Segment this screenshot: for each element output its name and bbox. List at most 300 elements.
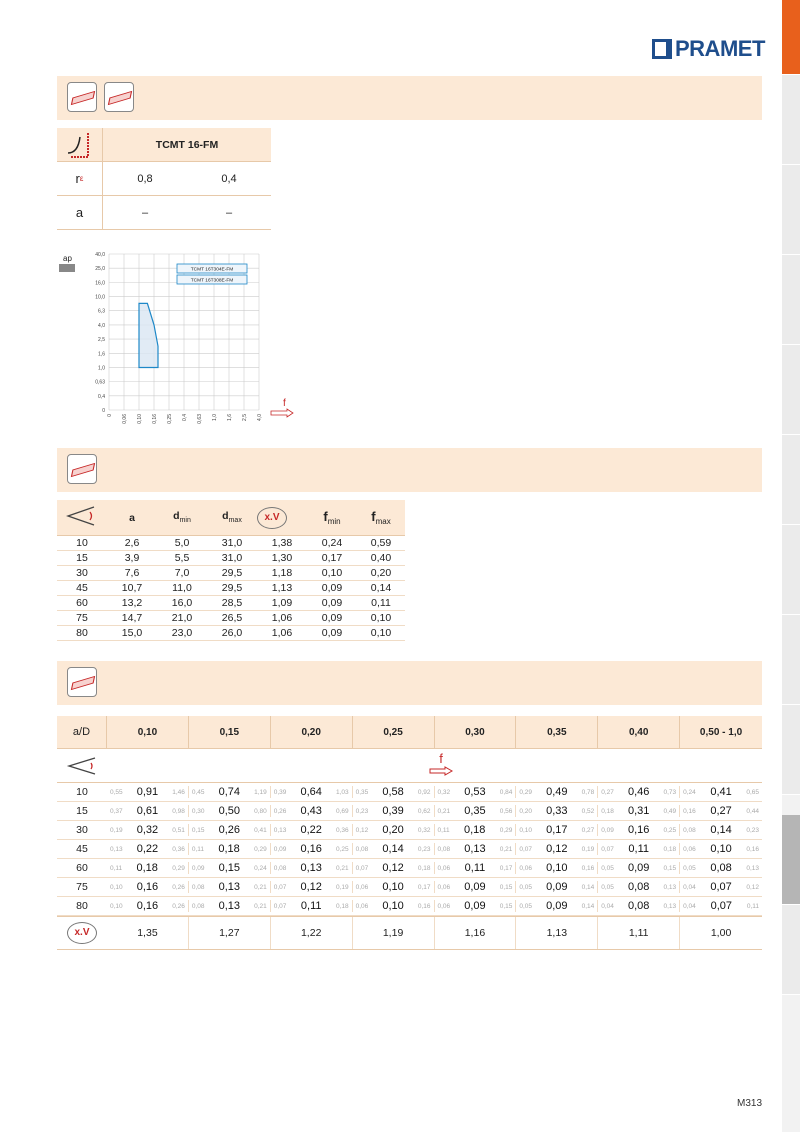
- cutting-table-cell: 1,38: [271, 537, 293, 549]
- cutting-table-cell: 7,6: [124, 567, 140, 579]
- feed-min: 0,04: [683, 883, 696, 891]
- feed-value: 0,22: [136, 843, 159, 855]
- feed-arrow-icon: [271, 409, 293, 417]
- feed-max: 0,16: [581, 864, 595, 872]
- feed-value: 0,13: [464, 843, 486, 855]
- feed-cell-group: [189, 881, 271, 893]
- feed-value: 0,14: [710, 824, 732, 836]
- section-header-cutting: [57, 448, 762, 492]
- feed-max: 0,29: [254, 845, 267, 853]
- feed-angle: 60: [76, 862, 88, 874]
- a-symbol: a: [75, 205, 84, 220]
- header-fmax: [357, 509, 405, 526]
- feed-max: 0,21: [254, 883, 267, 891]
- feed-value: 0,09: [627, 862, 650, 874]
- feed-max: 0,27: [581, 826, 595, 834]
- feed-max: 0,32: [417, 826, 431, 834]
- feed-value: 0,10: [710, 843, 732, 855]
- feed-min: 0,07: [273, 902, 287, 910]
- r-value: 0,8: [137, 172, 153, 185]
- a-value: –: [225, 206, 233, 219]
- feed-cell-group: [516, 824, 598, 836]
- feed-cell-group: [598, 862, 680, 874]
- feed-max: 0,21: [254, 902, 267, 910]
- feed-min: 0,12: [355, 826, 369, 834]
- r-value: 0,4: [221, 172, 237, 185]
- chart-legend-label: TCMT 16T304E-FM: [190, 267, 234, 273]
- feed-value: 0,49: [546, 786, 568, 798]
- feed-value: 0,43: [300, 805, 322, 817]
- section-tab-highlight[interactable]: [782, 815, 800, 905]
- feed-value: 0,22: [300, 824, 322, 836]
- section-tab[interactable]: [782, 345, 800, 435]
- feed-table-header: [57, 716, 762, 749]
- chart-svg: [57, 250, 297, 425]
- feed-min: 0,07: [355, 864, 369, 872]
- feed-value: 0,27: [710, 805, 732, 817]
- cutting-table-cell: 15: [76, 552, 88, 564]
- feed-min: 0,10: [110, 883, 123, 891]
- cutting-table-cell: 2,6: [124, 537, 140, 549]
- feed-cell-group: [435, 805, 517, 817]
- feed-max: 0,13: [663, 883, 677, 891]
- feed-cell-group: [516, 805, 598, 817]
- feed-cell-group: [107, 843, 189, 855]
- corner-radius-label: [57, 162, 103, 195]
- feed-value: 0,12: [546, 843, 568, 855]
- feed-min: 0,05: [683, 864, 696, 872]
- feed-arrow-label: [429, 751, 453, 776]
- logo-mark-icon: [652, 39, 672, 59]
- feed-cell-group: [271, 786, 353, 798]
- feed-value: 0,12: [382, 862, 404, 874]
- header-ap-label: a: [129, 511, 135, 524]
- header-d-label: d: [222, 510, 229, 523]
- cutting-table-row: [57, 626, 405, 641]
- section-tab[interactable]: [782, 615, 800, 705]
- cutting-table-row: [57, 551, 405, 566]
- approach-angle-icon: [57, 503, 107, 532]
- feed-min: 0,19: [110, 826, 123, 834]
- feed-min: 0,09: [601, 826, 614, 834]
- feed-max: 0,12: [746, 883, 759, 891]
- feed-table-row: [57, 802, 762, 821]
- chart-y-tick: 0: [102, 408, 105, 414]
- feed-value: 0,26: [218, 824, 241, 836]
- feed-value: 0,32: [136, 824, 159, 836]
- feed-max: 0,24: [254, 864, 267, 872]
- header-d-label: d: [173, 510, 180, 523]
- cutting-table-cell: 10,7: [121, 582, 143, 594]
- xv-label: x.V: [264, 511, 280, 523]
- feed-max: 0,25: [663, 826, 677, 834]
- feed-cell-group: [107, 805, 189, 817]
- feed-cell-group: [435, 900, 517, 912]
- feed-cell-group: [435, 824, 517, 836]
- header-ap: [107, 512, 157, 524]
- feed-min: 0,39: [273, 788, 287, 796]
- feed-max: 0,98: [172, 807, 185, 815]
- chart-area-series: [139, 303, 158, 367]
- feed-min: 0,05: [519, 902, 533, 910]
- arrow-right-icon: [429, 766, 453, 776]
- feed-cell-group: [107, 786, 189, 798]
- cutting-table-cell: 16,0: [171, 597, 193, 609]
- chart-x-tick: 0,10: [137, 414, 143, 424]
- feed-value: 0,11: [628, 843, 649, 855]
- cutting-table-cell: 0,11: [371, 597, 391, 609]
- section-tab[interactable]: [782, 705, 800, 795]
- feed-max: 0,49: [663, 807, 677, 815]
- cutting-table-cell: 60: [76, 597, 88, 609]
- feed-cell-group: [516, 786, 598, 798]
- section-tab[interactable]: [782, 75, 800, 165]
- feed-cell-group: [680, 843, 762, 855]
- feed-cell-group: [680, 881, 762, 893]
- xv-values: [107, 917, 762, 949]
- feed-column-header: 0,35: [516, 716, 598, 748]
- feed-value: 0,14: [382, 843, 404, 855]
- feed-angle: 80: [76, 900, 88, 912]
- feed-value: 0,18: [136, 862, 158, 874]
- feed-cell-group: [189, 805, 271, 817]
- section-tab[interactable]: [782, 165, 800, 255]
- cutting-table-cell: 0,14: [370, 582, 392, 594]
- feed-max: 1,03: [335, 788, 349, 796]
- cutting-table-cell: 0,09: [321, 582, 343, 594]
- corner-a: a: [72, 726, 80, 738]
- feed-min: 0,04: [601, 902, 614, 910]
- feed-cell-group: [189, 862, 271, 874]
- feed-cell-group: [353, 900, 435, 912]
- feed-cell-group: [680, 862, 762, 874]
- feed-cell-group: [271, 881, 353, 893]
- ap-over-d-icon: a / D: [57, 716, 107, 748]
- feed-cell-group: [353, 805, 435, 817]
- corner-d: D: [82, 726, 91, 738]
- feed-value: 0,91: [136, 786, 159, 798]
- feed-max: 0,78: [581, 788, 595, 796]
- feed-cell-group: [189, 824, 271, 836]
- xv-icon: [67, 922, 97, 944]
- cutting-table-cell: 0,59: [370, 537, 392, 549]
- feed-max: 0,21: [499, 845, 513, 853]
- feed-min: 0,08: [191, 883, 205, 891]
- feed-min: 0,27: [601, 788, 614, 796]
- chart-y-tick: 6,3: [98, 308, 105, 315]
- feed-max: 0,21: [335, 864, 349, 872]
- chart-y-tick: 16,0: [95, 280, 105, 287]
- feed-value: 0,31: [627, 805, 650, 817]
- feed-cell-group: [189, 900, 271, 912]
- feed-cell-group: [516, 900, 598, 912]
- feed-min: 0,35: [355, 788, 369, 796]
- feed-value: 0,16: [136, 900, 159, 912]
- feed-value: 0,08: [627, 881, 650, 893]
- feed-value: 0,16: [300, 843, 322, 855]
- chart-x-tick: 0: [107, 414, 113, 417]
- feed-min: 0,08: [191, 902, 205, 910]
- feed-max: 0,52: [581, 807, 595, 815]
- r-symbol: r: [75, 171, 80, 186]
- feed-max: 0,18: [335, 902, 349, 910]
- feed-cell-group: [353, 862, 435, 874]
- cutting-table-cell: 0,09: [321, 597, 343, 609]
- section-header-insert: [57, 76, 762, 120]
- feed-value: 0,64: [300, 786, 322, 798]
- chart-y-label: ap: [63, 254, 72, 263]
- feed-max: 0,36: [335, 826, 349, 834]
- feed-max: 0,26: [172, 883, 185, 891]
- feed-table-row: [57, 783, 762, 802]
- feed-min: 0,13: [273, 826, 287, 834]
- cutting-table-cell: 3,9: [124, 552, 140, 564]
- chart-y-tick: 0,63: [95, 379, 105, 386]
- chart-x-tick: 1,6: [227, 414, 233, 421]
- feed-min: 0,07: [519, 845, 533, 853]
- land-width-label: [57, 196, 103, 229]
- feed-cell-group: [598, 900, 680, 912]
- corner-radius-icon: [57, 128, 103, 161]
- section-tab[interactable]: [782, 435, 800, 525]
- section-tab-active[interactable]: [782, 0, 800, 75]
- cutting-table-cell: 1,06: [271, 627, 293, 639]
- chart-y-tick: 4,0: [98, 322, 105, 329]
- cutting-table-cell: 1,09: [271, 597, 293, 609]
- approach-angle-icon: [65, 755, 101, 780]
- insert-table-row: [57, 162, 271, 196]
- feed-min: 0,11: [437, 826, 450, 834]
- feed-angle: 45: [76, 843, 88, 855]
- feed-value: 0,09: [464, 881, 486, 893]
- feed-min: 0,09: [273, 845, 287, 853]
- header-fmin: [307, 509, 357, 526]
- feed-max: 0,25: [335, 845, 349, 853]
- feed-min: 0,10: [519, 826, 533, 834]
- feed-value: 0,61: [136, 805, 159, 817]
- feed-value: 0,41: [710, 786, 732, 798]
- feed-max: 0,19: [335, 883, 349, 891]
- feed-value: 0,50: [218, 805, 241, 817]
- feed-xv-row: [57, 916, 762, 950]
- chart-x-tick: 4,0: [257, 414, 263, 421]
- cutting-table-cell: 0,20: [370, 567, 392, 579]
- feed-cell-group: [435, 862, 517, 874]
- brand-logo: [652, 36, 765, 62]
- feed-value: 0,13: [300, 862, 322, 874]
- feed-min: 0,09: [191, 864, 205, 872]
- feed-value: 0,17: [546, 824, 568, 836]
- feed-cell-group: [435, 786, 517, 798]
- feed-max: 0,15: [499, 883, 513, 891]
- feed-min: 0,04: [683, 902, 696, 910]
- xv-value: 1,00: [710, 927, 732, 939]
- header-f-sub: min: [327, 517, 341, 527]
- feed-value: 0,39: [382, 805, 404, 817]
- cutting-table-cell: 23,0: [171, 627, 193, 639]
- feed-value: 0,58: [382, 786, 404, 798]
- feed-max: 0,14: [581, 883, 595, 891]
- section-tab[interactable]: [782, 905, 800, 995]
- section-tab[interactable]: [782, 525, 800, 615]
- feed-cell-group: [353, 843, 435, 855]
- feed-value: 0,11: [300, 900, 322, 912]
- feed-cell-group: [107, 824, 189, 836]
- cutting-table-cell: 26,0: [221, 627, 243, 639]
- cutting-table-cell: 0,09: [321, 612, 343, 624]
- feed-max: 0,51: [172, 826, 185, 834]
- feed-min: 0,23: [355, 807, 369, 815]
- cutting-table-cell: 0,10: [321, 567, 343, 579]
- ap-depth-icon: [59, 264, 75, 272]
- feed-max: 0,15: [663, 864, 677, 872]
- feed-max: 0,16: [746, 845, 759, 853]
- chart-legend-label: TCMT 16T308E-FM: [190, 278, 234, 284]
- feed-min: 0,29: [519, 788, 533, 796]
- feed-cell-group: [353, 881, 435, 893]
- feed-max: 0,29: [499, 826, 513, 834]
- feed-min: 0,06: [437, 883, 451, 891]
- header-dmin: [157, 510, 207, 524]
- cutting-table-cell: 0,24: [321, 537, 343, 549]
- cutting-table-cell: 15,0: [121, 627, 143, 639]
- feed-value: 0,10: [382, 900, 404, 912]
- cutting-table-cell: 31,0: [221, 537, 243, 549]
- cutting-table-cell: 1,06: [271, 612, 293, 624]
- chipbreaker-application-chart: [57, 250, 297, 430]
- cutting-table-cell: 29,5: [221, 582, 243, 594]
- feed-value: 0,11: [464, 862, 486, 874]
- chart-x-tick: 1,0: [212, 414, 218, 421]
- feed-min: 0,07: [601, 845, 614, 853]
- feed-max: 0,29: [172, 864, 185, 872]
- feed-max: 0,65: [746, 788, 759, 796]
- feed-max: 0,23: [417, 845, 431, 853]
- feed-value: 0,13: [218, 900, 241, 912]
- cutting-table-cell: 30: [76, 567, 88, 579]
- feed-cell-group: [353, 824, 435, 836]
- cutting-table-cell: 28,5: [221, 597, 243, 609]
- header-f-sub: max: [375, 517, 391, 527]
- cutting-table-row: [57, 566, 405, 581]
- feed-min: 0,30: [191, 807, 205, 815]
- feed-min: 0,06: [437, 864, 451, 872]
- feed-cell-group: [680, 824, 762, 836]
- feed-max: 0,36: [172, 845, 185, 853]
- a-value: –: [141, 206, 149, 219]
- feed-cell-group: [107, 900, 189, 912]
- feed-angle-row: [57, 749, 762, 783]
- feed-value: 0,74: [218, 786, 241, 798]
- feed-value: 0,13: [218, 881, 241, 893]
- feed-min: 0,16: [683, 807, 696, 815]
- cutting-table-cell: 0,10: [370, 612, 392, 624]
- feed-min: 0,05: [519, 883, 533, 891]
- feed-max: 0,15: [499, 902, 513, 910]
- feed-cell-group: [680, 900, 762, 912]
- feed-table-row: [57, 840, 762, 859]
- feed-cell-group: [435, 843, 517, 855]
- feed-max: 0,17: [499, 864, 513, 872]
- feed-value: 0,46: [627, 786, 650, 798]
- feed-cell-group: [680, 786, 762, 798]
- feed-max: 0,44: [746, 807, 759, 815]
- feed-value: 0,35: [464, 805, 486, 817]
- cutting-table-cell: 7,0: [174, 567, 190, 579]
- feed-value: 0,09: [546, 900, 568, 912]
- chart-y-tick: 0,4: [98, 393, 105, 400]
- cutting-table-cell: 80: [76, 627, 88, 639]
- feed-min: 0,32: [437, 788, 451, 796]
- page-number: M313: [736, 1098, 762, 1109]
- xv-value: 1,11: [598, 917, 680, 949]
- cutting-table-cell: 13,2: [121, 597, 143, 609]
- insert-table-header: [57, 128, 271, 162]
- chart-x-label: f: [283, 398, 286, 409]
- xv-value: 1,19: [353, 917, 435, 949]
- insert-designation: TCMT 16-FM: [155, 138, 219, 151]
- cutting-table-cell: 75: [76, 612, 88, 624]
- xv-value: 1,35: [107, 917, 189, 949]
- feed-min: 0,18: [601, 807, 614, 815]
- feed-value: 0,20: [382, 824, 404, 836]
- section-tab[interactable]: [782, 255, 800, 345]
- feed-min: 0,08: [273, 864, 287, 872]
- r-subscript: ε: [79, 174, 84, 183]
- feed-max: 0,18: [663, 845, 677, 853]
- feed-table-row: [57, 859, 762, 878]
- feed-max: 1,46: [172, 788, 185, 796]
- feed-max: 0,56: [499, 807, 513, 815]
- feed-max: 0,16: [417, 902, 431, 910]
- feed-cell-group: [189, 843, 271, 855]
- feed-cell-group: [598, 881, 680, 893]
- feed-min: 0,26: [273, 807, 287, 815]
- feed-cell-group: [598, 843, 680, 855]
- feed-min: 0,13: [110, 845, 123, 853]
- feed-value: 0,09: [464, 900, 486, 912]
- feed-table-row: [57, 878, 762, 897]
- feed-min: 0,08: [355, 845, 369, 853]
- feed-value: 0,09: [546, 881, 568, 893]
- chart-y-tick: 1,0: [98, 365, 105, 372]
- cutting-table-cell: 1,18: [271, 567, 293, 579]
- cutting-table-row: [57, 581, 405, 596]
- feed-min: 0,05: [601, 883, 614, 891]
- cutting-table-cell: 5,5: [174, 552, 190, 564]
- chart-x-tick: 2,5: [242, 414, 248, 421]
- insert-geometry-table: [57, 128, 271, 230]
- feed-max: 0,84: [499, 788, 513, 796]
- xv-icon: [257, 507, 287, 529]
- feed-value: 0,07: [710, 881, 732, 893]
- feed-max: 0,17: [417, 883, 431, 891]
- insert-profile-icon: [67, 82, 97, 112]
- feed-min: 0,06: [355, 902, 369, 910]
- chart-y-tick: 1,6: [98, 351, 105, 358]
- feed-max: 0,62: [417, 807, 431, 815]
- feed-min: 0,37: [110, 807, 123, 815]
- feed-min: 0,07: [273, 883, 287, 891]
- cutting-table-cell: 10: [76, 537, 88, 549]
- feed-max: 0,41: [254, 826, 267, 834]
- logo-text: PRAMET: [675, 36, 765, 61]
- feed-cell-group: [271, 824, 353, 836]
- chart-y-tick: 40,0: [95, 252, 105, 258]
- xv-value: 1,16: [435, 917, 517, 949]
- feed-max: 0,14: [581, 902, 595, 910]
- feed-min: 0,21: [437, 807, 451, 815]
